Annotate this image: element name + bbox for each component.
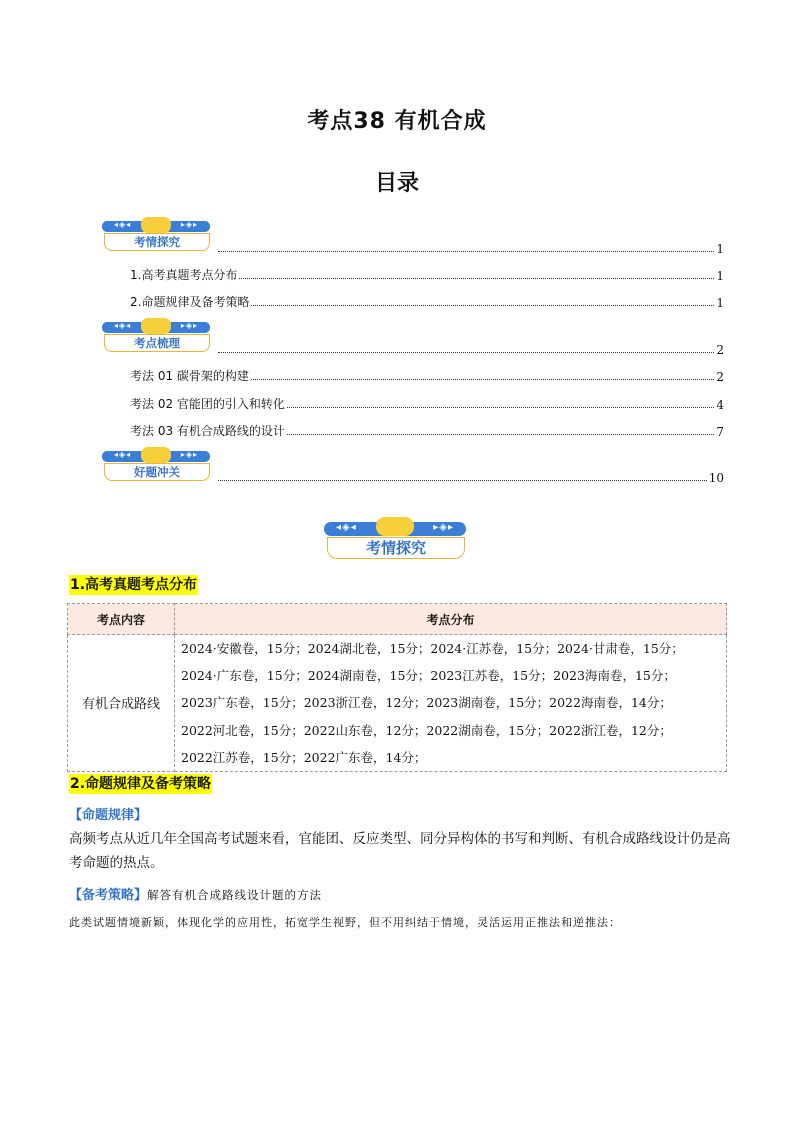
toc-entry[interactable]: 2 [216,341,724,357]
arrow-right-icon: ▸◈▸ [180,220,198,229]
section-heading-strategy: 2.命题规律及备考策略 [70,776,212,792]
toc-entry[interactable]: 10 [216,469,724,485]
badge-label: 考情探究 [365,539,426,557]
arrow-right-icon: ▸◈▸ [433,522,454,533]
table-row [68,635,727,772]
distribution-line: 2023广东卷，15分；2023浙江卷，12分；2023湖南卷，15分；2022海南卷，14分； [181,695,672,711]
toc-entry[interactable]: 考法 03 有机合成路线的设计 7 [130,424,724,439]
distribution-line: 2024·安徽卷，15分；2024湖北卷，15分；2024·江苏卷，15分；2024·甘肃卷，15分； [181,641,684,656]
rule-text: 高频考点从近几年全国高考试题来看，官能团、反应类型、同分异构体的书写和判断、有机合成路线设计仍是高考命题的热点。 [69,831,731,871]
badge-label: 考点梳理 [134,336,180,350]
badge-label: 考情探究 [134,235,180,249]
strategy-text: 此类试题情境新颖，体现化学的应用性，拓宽学生视野，但不用纠结于情境，灵活运用正推法和逆推法： [69,916,621,929]
arrow-left-icon: ◂◈◂ [114,220,132,229]
arrow-left-icon: ◂◈◂ [114,321,132,330]
arrow-right-icon: ▸◈▸ [180,450,198,459]
badge-kaoqing [102,221,210,251]
toc-entry[interactable]: 1 [216,240,724,256]
table-cell-topic: 有机合成路线 [68,635,175,772]
table-header-row [68,604,727,635]
table-header: 考点分布 [175,604,727,635]
toc-entry[interactable]: 1.高考真题考点分布 1 [130,268,724,283]
exam-distribution-table [67,603,727,772]
toc-entry[interactable]: 考法 02 官能团的引入和转化 4 [130,397,724,412]
strategy-line [69,884,749,903]
table-header: 考点内容 [68,604,175,635]
toc-entry[interactable]: 考法 01 碳骨架的构建 2 [130,369,724,384]
badge-kaodian [102,322,210,352]
section-heading-distribution: 1.高考真题考点分布 [70,577,198,593]
arrow-right-icon: ▸◈▸ [180,321,198,330]
arrow-left-icon: ◂◈◂ [336,522,357,533]
badge-haoti [102,451,210,481]
badge-label: 好题冲关 [134,465,180,479]
rule-heading: 【命题规律】 [69,808,148,823]
distribution-line: 2022江苏卷，15分；2022广东卷，14分； [181,749,427,765]
page-title: 考点38 有机合成 [307,109,487,134]
table-cell-distribution [175,635,727,772]
arrow-left-icon: ◂◈◂ [114,450,132,459]
toc-title: 目录 [374,171,419,196]
distribution-line: 2022河北卷，15分；2022山东卷，12分；2022湖南卷，15分；2022浙江卷，12分； [181,722,672,738]
distribution-line: 2024·广东卷，15分；2024湖南卷，15分；2023江苏卷，15分；2023海南卷，15分； [181,668,676,684]
strategy-heading: 【备考策略】 [69,888,148,903]
toc-entry[interactable]: 2.命题规律及备考策略 1 [130,295,724,310]
section-badge [324,522,466,560]
strategy-title: 解答有机合成路线设计题的方法 [147,888,323,902]
